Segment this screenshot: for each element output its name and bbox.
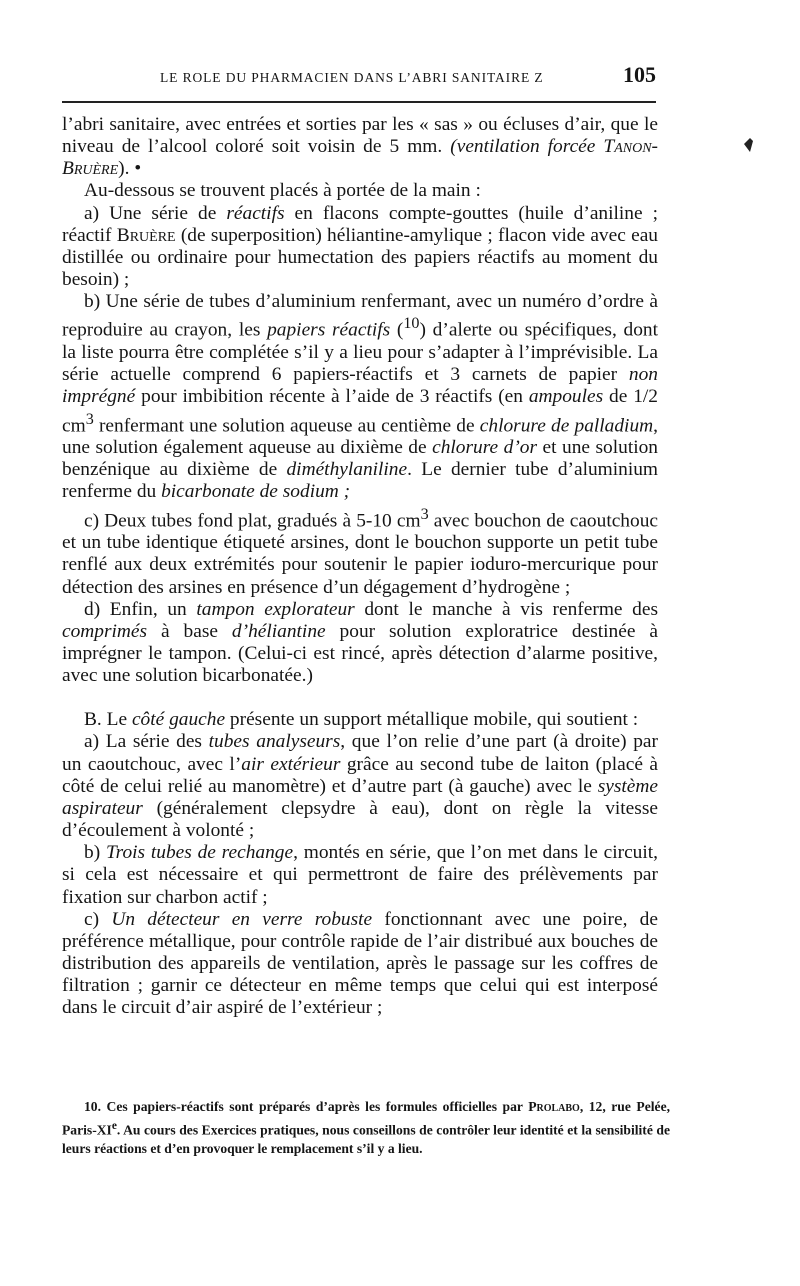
list-item-c: c) Deux tubes fond plat, gradués à 5-10 $cm^3$ avec bouchon de caoutchouc et un tube identique étiqueté arsines, dont le bouchon supporte un petit tube renflé aux deux extrémités pour soutenir le papier ioduro-mercurique pour détection des arsines en présence d’un dégagement d’hydrogène ; [62,505,658,598]
paragraph-below: Au-dessous se trouvent placés à portée de la main : [84,180,481,202]
section-b-heading: B. Le côté gauche présente un support métallique mobile, qui soutient : [84,709,639,731]
page-header [62,62,656,92]
footnote-ref: 10 [403,315,420,333]
list-item-d: d) Enfin, un tampon explorateur dont le manche à vis renferme des comprimés à base d’héliantine pour solution exploratrice destinée à imprégner le tampon. (Celui-ci est rincé, après détection d’alarme positive, avec une solution bicarbonatée.) [62,598,658,687]
footnote [62,1098,670,1159]
header-rule [62,101,656,103]
list-item-a: a) Une série de réactifs en flacons compte-gouttes (huile d’aniline ; réactif Bruère (de superposition) héliantine-amylique ; flacon vide avec eau distillée ou ordinaire pour humectation des papiers réactifs au moment du besoin) ; [62,202,659,291]
page-number: 105 [623,62,656,87]
body-text [62,114,658,1020]
section-b-item-c: c) Un détecteur en verre robuste fonctionnant avec une poire, de préférence métallique, pour contrôle rapide de l’air distribué aux bouches de distribution des appareils de ventilation, après le passage sur les coffres de filtration ; garnir ce détecteur en même temps que celui qui est interposé dans le circuit d’air aspiré de l’extérieur ; [62,908,658,1019]
paragraph-intro: l’abri sanitaire, avec entrées et sorties par les « sas » ou écluses d’air, que le niveau de l’alcool coloré soit voisin de 5 mm. (ventilation forcée Tanon-Bruère). • [62,114,658,180]
footnote-10: 10. Ces papiers-réactifs sont préparés d’après les formules officielles par Prolabo, 12, rue Pelée, Paris-XIe. Au cours des Exercices pratiques, nous conseillons de contrôler leur identité et la sensibilité de leurs réactions et d’en provoquer le remplacement s’il y a lieu. [62,1099,671,1157]
margin-mark-icon [744,138,753,152]
section-b-item-a: a) La série des tubes analyseurs, que l’on relie d’une part (à droite) par un caoutchouc, avec l’air extérieur grâce au second tube de laiton (placé à côté de celui relié au manomètre) et d’autre part (à gauche) avec le système aspirateur (généralement clepsydre à eau), dont on règle la vitesse d’écoulement à volonté ; [62,731,659,842]
running-head: LE ROLE DU PHARMACIEN DANS L’ABRI SANITAIRE Z [160,70,544,85]
section-b-item-b: b) Trois tubes de rechange, montés en série, que l’on met dans le circuit, si cela est nécessaire et qui permettront de faire des prélèvements par fixation sur charbon actif ; [62,842,658,908]
list-item-b: b) Une série de tubes d’aluminium renfermant, avec un numéro d’ordre à reproduire au crayon, les papiers réactifs ($^{10}$) d’alerte ou spécifiques, dont la liste pourra être complétée s’il y a lieu pour s’adapter à l’imprévisible. La série actuelle comprend 6 papiers-réactifs et 3 carnets de papier non imprégné pour imbibition récente à l’aide de 3 réactifs (en ampoules de 1/2 $cm^3$ renfermant une solution aqueuse au centième de chlorure de palladium, une solution également aqueuse au dixième de chlorure d’or et une solution benzénique au dixième de diméthylaniline. Le dernier tube d’aluminium renferme du bicarbonate de sodium ; [62,291,658,503]
